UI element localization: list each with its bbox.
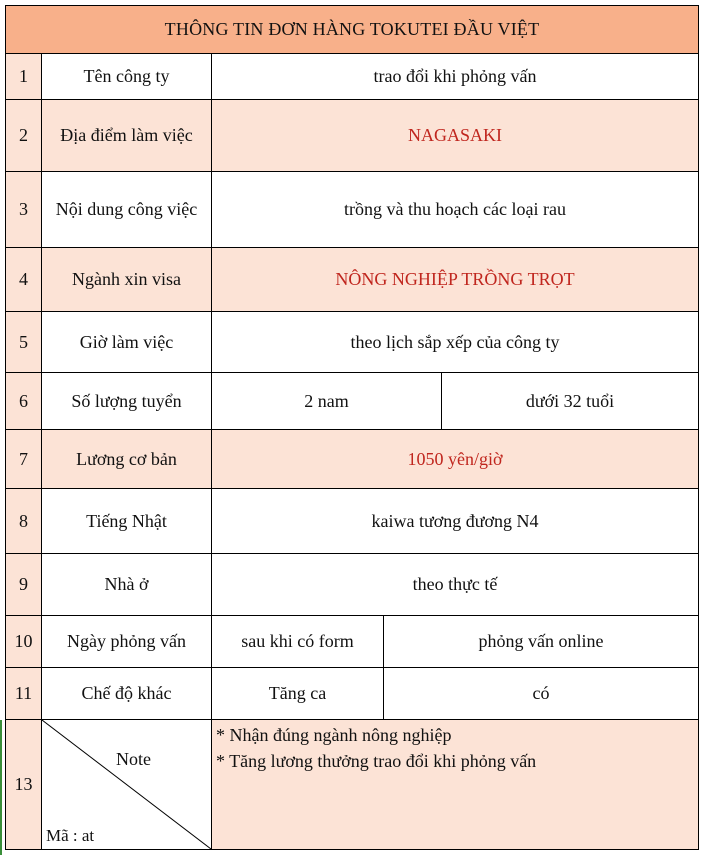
note-line: * Tăng lương thưởng trao đổi khi phỏng vấn [216,751,537,771]
row-number: 1 [5,54,42,100]
note-diagonal-cell [42,720,212,850]
row-number: 8 [5,489,42,554]
row-value: theo thực tế [212,554,699,616]
row-label: Số lượng tuyển [42,373,212,430]
row-label: Giờ làm việc [42,312,212,373]
row-value-a: 2 nam [212,373,442,430]
row-number: 4 [5,248,42,312]
sheet-title: THÔNG TIN ĐƠN HÀNG TOKUTEI ĐẦU VIỆT [5,5,699,54]
row-label: Địa điểm làm việc [42,100,212,172]
row-value: NAGASAKI [212,100,699,172]
row-label: Nhà ở [42,554,212,616]
row-number: 11 [5,668,42,720]
row-label: Ngành xin visa [42,248,212,312]
row-value: 1050 yên/giờ [212,430,699,489]
row-value-b: có [384,668,699,720]
row-value-a: sau khi có form [212,616,384,668]
note-line: * Nhận đúng ngành nông nghiệp [216,725,452,745]
row-value: theo lịch sắp xếp của công ty [212,312,699,373]
note-label: Note [116,749,151,769]
code-label: Mã : at [46,826,95,845]
row-number: 5 [5,312,42,373]
row-number: 9 [5,554,42,616]
row-label: Nội dung công việc [42,172,212,248]
row-value: trồng và thu hoạch các loại rau [212,172,699,248]
selection-edge [0,720,2,855]
row-value: trao đổi khi phỏng vấn [212,54,699,100]
row-number: 2 [5,100,42,172]
row-label: Lương cơ bản [42,430,212,489]
row-number: 6 [5,373,42,430]
row-number: 7 [5,430,42,489]
row-label: Chế độ khác [42,668,212,720]
row-value-a: Tăng ca [212,668,384,720]
row-number: 3 [5,172,42,248]
row-value: kaiwa tương đương N4 [212,489,699,554]
row-value-b: dưới 32 tuổi [442,373,699,430]
row-label: Ngày phỏng vấn [42,616,212,668]
row-value-b: phỏng vấn online [384,616,699,668]
row-number: 10 [5,616,42,668]
row-value: NÔNG NGHIỆP TRỒNG TRỌT [212,248,699,312]
row-label: Tên công ty [42,54,212,100]
row-label: Tiếng Nhật [42,489,212,554]
row-number: 13 [5,720,42,850]
note-content [212,720,699,850]
